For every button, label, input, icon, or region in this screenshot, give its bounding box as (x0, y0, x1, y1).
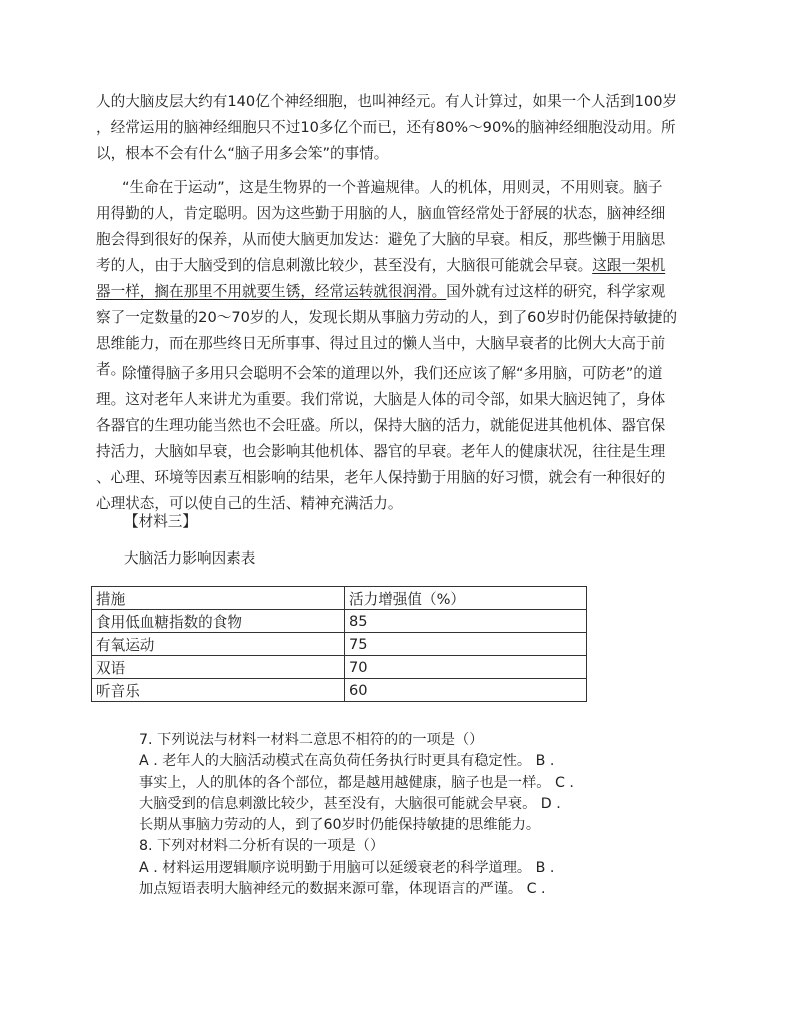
paragraph-life-in-motion (96, 175, 700, 383)
table-cell-measure: 听音乐 (92, 679, 345, 702)
table-row (92, 656, 587, 679)
table-cell-measure: 食用低血糖指数的食物 (92, 610, 345, 633)
brain-vitality-table (91, 586, 587, 702)
text-line: 察了一定数量的20～70岁的人，发现长期从事脑力劳动的人，到了60岁时仍能保持敏捷的 (96, 309, 678, 326)
table-cell-value: 85 (345, 610, 587, 633)
underlined-sentence: 器一样，搁在那里不用就要生锈，经常运转就很润滑。 (96, 283, 447, 300)
text-line: 者。 (96, 361, 126, 378)
question-8-stem: 8. 下列对材料二分析有误的一项是（） (139, 838, 385, 855)
table-cell-value: 70 (345, 656, 587, 679)
table-title: 大脑活力影响因素表 (124, 550, 256, 567)
text-segment: 考的人，由于大脑受到的信息刺激比较少，甚至没有，大脑很可能就会早衰。 (96, 257, 593, 274)
text-line: 除懂得脑子多用只会聪明不会笨的道理以外，我们还应该了解“多用脑，可防老”的道 (122, 365, 663, 382)
question-7-stem: 7. 下列说法与材料一材料二意思不相符的的一项是（） (139, 732, 484, 748)
text-line: 用得勤的人，肯定聪明。因为这些勤于用脑的人，脑血管经常处于舒展的状态，脑神经细 (96, 205, 666, 222)
text-line: 、心理、环境等因素互相影响的结果，老年人保持勤于用脑的好习惯，就会有一种很好的 (96, 469, 666, 486)
table-row (92, 610, 587, 633)
text-line: 持活力，大脑如早衰，也会影响其他机体、器官的早衰。老年人的健康状况，往往是生理 (96, 443, 666, 460)
text-line: ，经常运用的脑神经细胞只不过10多亿个而已，还有80%～90%的脑神经细胞没动用。所 (96, 119, 676, 136)
table-row (92, 679, 587, 702)
question-option-line: 大脑受到的信息刺激比较少，甚至没有，大脑很可能就会早衰。 D . (139, 795, 561, 812)
text-segment: 国外就有过这样的研究，科学家观 (446, 283, 666, 300)
question-option-line: 加点短语表明大脑神经元的数据来源可靠，体现语言的严谨。 C . (139, 881, 546, 898)
question-option-line: A . 老年人的大脑活动模式在高负荷任务执行时更具有稳定性。 B . (139, 753, 555, 770)
table-cell-measure: 有氧运动 (92, 633, 345, 656)
text-line: 思维能力，而在那些终日无所事事、得过且过的懒人当中，大脑早衰者的比例大大高于前 (96, 335, 666, 352)
text-line: 心理状态，可以使自己的生活、精神充满活力。 (96, 495, 403, 512)
header-measure: 措施 (92, 587, 345, 610)
question-option-line: 长期从事脑力劳动的人，到了60岁时仍能保持敏捷的思维能力。 (139, 817, 541, 834)
text-line: 以，根本不会有什么“脑子用多会笨”的事情。 (96, 145, 389, 162)
question-option-line: A . 材料运用逻辑顺序说明勤于用脑可以延缓衰老的科学道理。 B . (139, 859, 555, 876)
table-cell-value: 60 (345, 679, 587, 702)
paragraph-neurons (96, 89, 700, 167)
underlined-sentence: 这跟一架机 (592, 257, 666, 274)
text-line (96, 253, 700, 279)
table-cell-value: 75 (345, 633, 587, 656)
text-line: “生命在于运动”，这是生物界的一个普遍规律。人的机体，用则灵，不用则衰。脑子 (122, 179, 663, 196)
table-row (92, 633, 587, 656)
text-line: 理。这对老年人来讲尤为重要。我们常说，大脑是人体的司令部，如果大脑迟钝了，身体 (96, 391, 666, 408)
text-line: 各器官的生理功能当然也不会旺盛。所以，保持大脑的活力，就能促进其他机体、器官保 (96, 417, 666, 434)
paragraph-use-brain-prevent-aging (96, 361, 700, 517)
questions-block (139, 730, 659, 900)
table-cell-measure: 双语 (92, 656, 345, 679)
table-header-row (92, 587, 587, 610)
text-line: 人的大脑皮层大约有140亿个神经细胞，也叫神经元。有人计算过，如果一个人活到100岁 (96, 93, 678, 110)
header-vitality-increase: 活力增强值（%） (345, 587, 587, 610)
question-option-line: 事实上，人的肌体的各个部位，都是越用越健康，脑子也是一样。 C . (139, 774, 574, 791)
material-three-label: 【材料三】 (124, 513, 197, 530)
text-line: 胞会得到很好的保养，从而使大脑更加发达：避免了大脑的早衰。相反，那些懒于用脑思 (96, 231, 666, 248)
text-line (96, 279, 700, 305)
